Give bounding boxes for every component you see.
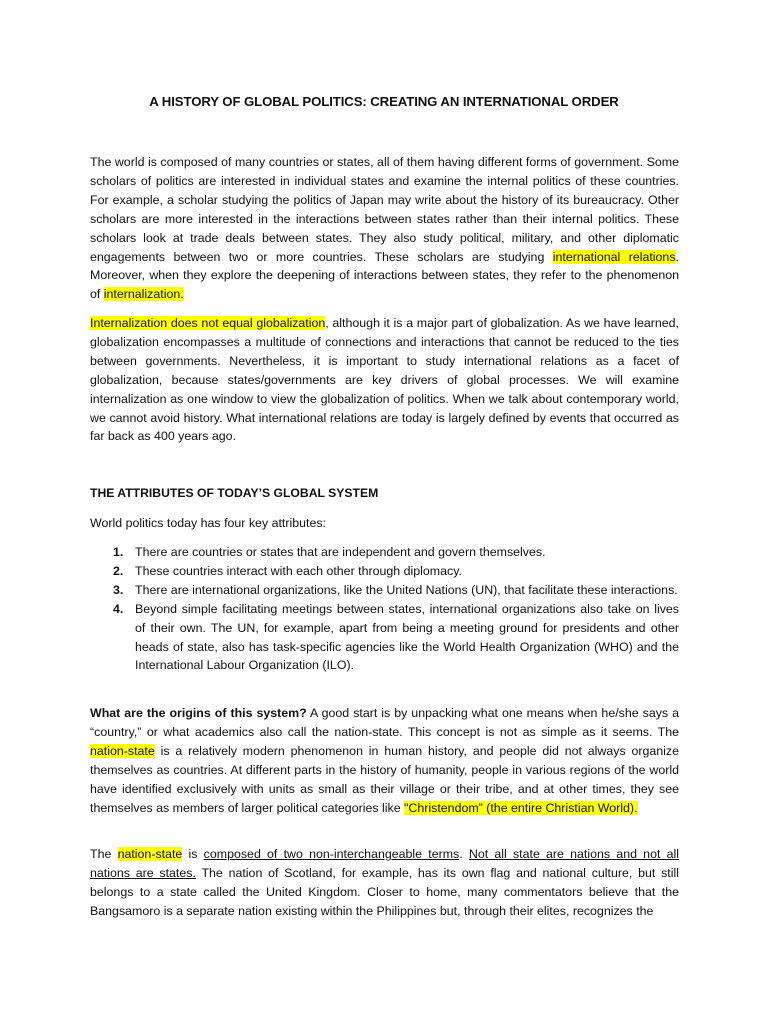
text-run: . <box>459 847 469 861</box>
list-item-text: Beyond simple facilitating meetings between states, international organizations also take on lives of their own. The UN, for example, apart from being a meeting ground for presidents and other heads of state, also has task-specific agencies like the World Health Organization (WHO) and the International Labour Organization (ILO). <box>135 601 679 673</box>
text-run: The world is composed of many countries or states, all of them having different forms of government. Some scholars of politics are interested in individual states and examine the internal politics of these countries. For example, a scholar studying the politics of Japan may write about the history of its bureaucracy. Other scholars are more interested in the interactions between states rather than their internal politics. These scholars look at trade deals between states. They also study political, military, and other diplomatic engagements between two or more countries. These scholars are studying <box>90 155 679 264</box>
text-run: is <box>182 847 204 861</box>
list-number: 4. <box>113 601 124 616</box>
highlighted-term-nation-state: nation-state <box>90 743 155 758</box>
list-item <box>90 581 679 600</box>
highlighted-phrase-internalization-not-globalization: Internalization does not equal globalization <box>90 316 326 330</box>
text-run: A good start is by unpacking what one means when he/she says a “country,” or what academics also call the nation-state. This concept is not as simple as it seems. The <box>90 706 679 739</box>
paragraph-origins <box>90 704 679 817</box>
underlined-phrase-not-all-states: Not all state are nations and not all nations are states. <box>90 847 680 880</box>
text-run: The <box>90 847 118 861</box>
document-title: A HISTORY OF GLOBAL POLITICS: CREATING AN INTERNATIONAL ORDER <box>149 94 619 109</box>
bold-question: What are the origins of this system? <box>90 706 307 720</box>
list-intro: World politics today has four key attributes: <box>90 516 326 530</box>
underlined-phrase-two-terms: composed of two non-interchangeable terms <box>203 847 460 861</box>
list-item-text: These countries interact with each other through diplomacy. <box>135 563 462 578</box>
paragraph-world-composition <box>90 153 679 304</box>
section-heading: THE ATTRIBUTES OF TODAY’S GLOBAL SYSTEM <box>90 486 379 500</box>
list-item-text: There are countries or states that are independent and govern themselves. <box>135 545 546 559</box>
highlighted-term-international-relations: international relations <box>552 249 676 264</box>
paragraph-nation-state <box>90 845 679 921</box>
list-number: 1. <box>113 545 124 559</box>
list-item <box>90 543 679 562</box>
attributes-list <box>90 543 679 675</box>
paragraph-internalization <box>90 314 679 446</box>
text-run: The nation of Scotland, for example, has its own flag and national culture, but still belongs to a state called the United Kingdom. Closer to home, many commentators believe that the Bangsamoro is a separate nation existing within the Philippines but, through their elites, recognizes the <box>90 865 679 918</box>
text-run: , although it is a major part of globalization. As we have learned, globalization encompasses a multitude of connections and interactions that cannot be reduced to the ties between governments. Nevertheless, it is important to study international relations as a facet of globalization, because states/governments are key drivers of global processes. We will examine internalization as one window to view the globalization of politics. When we talk about contemporary world, we cannot avoid history. What international relations are today is largely defined by events that occurred as far back as 400 years ago. <box>90 316 679 444</box>
list-item <box>90 562 679 581</box>
highlighted-term-internalization: internalization. <box>103 287 184 302</box>
text-run: is a relatively modern phenomenon in human history, and people did not always organize themselves as countries. At different parts in the history of humanity, people in various regions of the world have identified exclusively with units as small as their village or their tribe, and at other times, they see themselves as members of larger political categories like <box>90 743 679 815</box>
list-number: 2. <box>113 563 124 578</box>
text-run: . Moreover, when they explore the deepening of interactions between states, they refer to the phenomenon of <box>90 249 679 302</box>
list-item-text: There are international organizations, like the United Nations (UN), that facilitate these interactions. <box>135 582 678 597</box>
highlighted-term-nation-state: nation-state <box>117 847 183 861</box>
list-item <box>90 600 679 676</box>
list-number: 3. <box>113 582 124 597</box>
highlighted-term-christendom: "Christendom” (the entire Christian World). <box>404 800 638 815</box>
